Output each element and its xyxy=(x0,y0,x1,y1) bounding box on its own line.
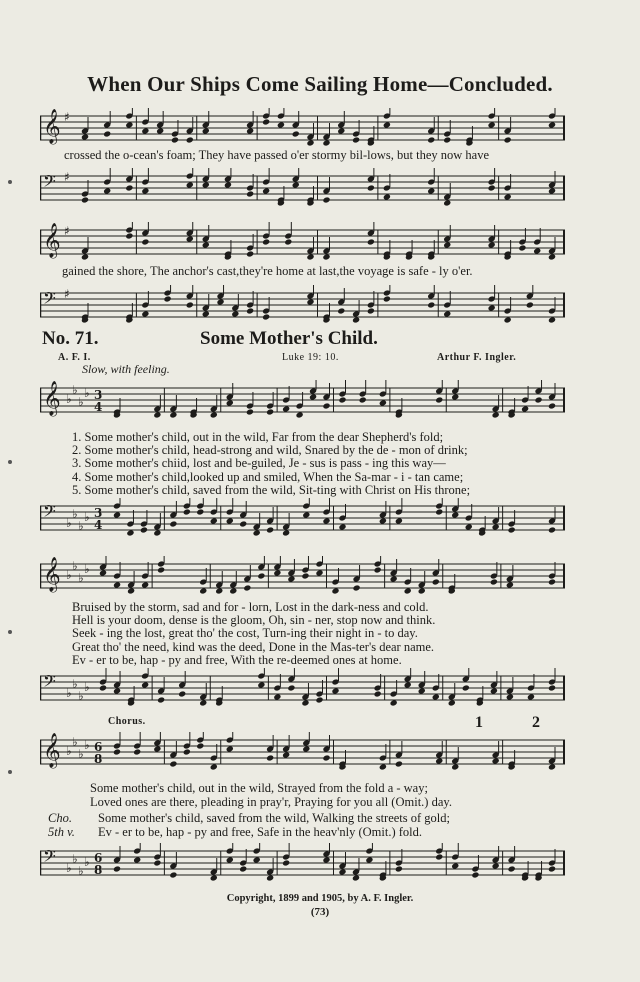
svg-text:♭: ♭ xyxy=(78,571,84,585)
svg-text:♭: ♭ xyxy=(84,510,90,524)
svg-text:♭: ♭ xyxy=(84,562,90,576)
svg-text:♭: ♭ xyxy=(78,395,84,409)
paper-speck xyxy=(8,180,12,184)
svg-text:8: 8 xyxy=(94,752,103,766)
verse-line: 4. Some mother's child,looked up and smiled, When the Sa-mar - i - tan came; xyxy=(72,469,464,484)
staff-notation xyxy=(40,843,565,883)
staff-notation xyxy=(40,498,565,538)
page-title: When Our Ships Come Sailing Home—Concluded. xyxy=(87,72,553,96)
svg-text:♯: ♯ xyxy=(64,287,70,301)
svg-text:𝄢: 𝄢 xyxy=(43,171,56,195)
verse-block xyxy=(72,430,470,496)
alt-chorus-line: Ev - er to be, hap - py and free, Safe in the heav'nly (Omit.) fold. xyxy=(98,825,423,839)
svg-text:4: 4 xyxy=(94,518,103,532)
treble-staff xyxy=(40,732,565,772)
svg-text:𝄢: 𝄢 xyxy=(43,501,56,525)
verse-line: 1. Some mother's child, out in the wild, Far from the dear Shepherd's fold; xyxy=(72,430,444,444)
verse-line: Great tho' the need, kind was the deed, Done in the Mas-ter's dear name. xyxy=(72,639,435,654)
svg-text:𝄞: 𝄞 xyxy=(43,381,61,416)
staff-notation xyxy=(40,108,565,148)
svg-text:♯: ♯ xyxy=(64,224,70,238)
scripture-reference: Luke 19: 10. xyxy=(282,352,339,363)
bass-staff xyxy=(40,498,565,538)
second-ending-number: 2 xyxy=(532,714,540,731)
treble-staff xyxy=(40,556,565,596)
verse-line: Seek - ing the lost, great tho' the cost, Turn-ing their night in - to day. xyxy=(72,626,418,641)
composer-credit: Arthur F. Ingler. xyxy=(437,352,517,363)
treble-staff xyxy=(40,108,565,148)
svg-text:♭: ♭ xyxy=(72,735,78,749)
treble-staff xyxy=(40,222,565,262)
chorus-line: Loved ones are there, pleading in pray'r, Praying for you all (Omit.) day. xyxy=(90,795,452,809)
staff-notation xyxy=(40,285,565,325)
hymn-title: Some Mother's Child. xyxy=(200,328,378,349)
svg-text:♭: ♭ xyxy=(66,744,72,758)
svg-text:♭: ♭ xyxy=(72,677,78,691)
paper-speck xyxy=(8,460,12,464)
chorus-line: Some mother's child, out in the wild, Strayed from the fold a - way; xyxy=(90,781,428,795)
svg-text:♭: ♭ xyxy=(84,386,90,400)
svg-text:8: 8 xyxy=(94,863,103,877)
svg-text:♭: ♭ xyxy=(66,568,72,582)
svg-text:♭: ♭ xyxy=(84,738,90,752)
verse-block xyxy=(72,600,435,666)
svg-text:𝄞: 𝄞 xyxy=(43,557,61,592)
staff-notation xyxy=(40,732,565,772)
hymn-number: No. 71. xyxy=(42,328,99,349)
svg-text:♭: ♭ xyxy=(66,686,72,700)
svg-text:♭: ♭ xyxy=(84,680,90,694)
bass-staff xyxy=(40,285,565,325)
author-initials: A. F. I. xyxy=(58,352,91,363)
svg-text:𝄞: 𝄞 xyxy=(43,223,61,258)
verse-line: 5. Some mother's child, saved from the wild, Sit-ting with Christ on His throne; xyxy=(72,482,471,497)
paper-speck xyxy=(8,630,12,634)
tempo-marking: Slow, with feeling. xyxy=(82,362,170,376)
svg-text:♭: ♭ xyxy=(66,392,72,406)
staff-notation xyxy=(40,168,565,208)
svg-text:♭: ♭ xyxy=(78,864,84,878)
svg-text:4: 4 xyxy=(94,400,103,414)
alt-chorus-line: Some mother's child, saved from the wild, Walking the streets of gold; xyxy=(98,811,450,825)
lyric-line: gained the shore, The anchor's cast,they're home at last,the voyage is safe - ly o'er. xyxy=(62,264,473,278)
staff-notation xyxy=(40,556,565,596)
svg-text:♭: ♭ xyxy=(78,747,84,761)
bass-staff xyxy=(40,168,565,208)
svg-text:6: 6 xyxy=(94,740,103,754)
svg-text:♭: ♭ xyxy=(78,689,84,703)
verse-line: Ev - er to be, hap - py and free, With the re-deemed ones at home. xyxy=(72,652,402,667)
svg-text:3: 3 xyxy=(94,388,103,402)
svg-text:♭: ♭ xyxy=(72,559,78,573)
paper-speck xyxy=(8,770,12,774)
copyright-notice: Copyright, 1899 and 1905, by A. F. Ingler. xyxy=(226,893,414,904)
svg-text:♭: ♭ xyxy=(72,852,78,866)
bass-staff xyxy=(40,843,565,883)
svg-text:𝄞: 𝄞 xyxy=(43,733,61,768)
alt-chorus-label: 5th v. xyxy=(48,825,75,839)
treble-staff xyxy=(40,380,565,420)
verse-line: 2. Some mother's child, head-strong and wild, Snared by the de - mon of drink; xyxy=(72,443,468,458)
lyric-line: crossed the o-cean's foam; They have passed o'er stormy bil-lows, but they now have xyxy=(64,148,489,162)
svg-text:♯: ♯ xyxy=(64,170,70,184)
chorus-label: Chorus. xyxy=(108,716,146,727)
staff-notation xyxy=(40,380,565,420)
verse-line: Hell is your doom, dense is the gloom, Oh, sin - ner, stop now and think. xyxy=(72,613,436,628)
svg-text:♯: ♯ xyxy=(64,110,70,124)
svg-text:3: 3 xyxy=(94,506,103,520)
svg-text:♭: ♭ xyxy=(78,519,84,533)
svg-text:𝄞: 𝄞 xyxy=(43,109,61,144)
verse-line: Bruised by the storm, sad and for - lorn, Lost in the dark-ness and cold. xyxy=(72,600,429,614)
verse-line: 3. Some mother's chiid, lost and be-guiled, Je - sus is pass - ing this way— xyxy=(72,456,446,471)
bass-staff xyxy=(40,668,565,708)
staff-notation xyxy=(40,222,565,262)
alt-chorus-label: Cho. xyxy=(48,811,72,825)
svg-text:𝄢: 𝄢 xyxy=(43,846,56,870)
svg-text:♭: ♭ xyxy=(66,516,72,530)
svg-text:♭: ♭ xyxy=(84,855,90,869)
svg-text:♭: ♭ xyxy=(72,507,78,521)
page-number: (73) xyxy=(310,906,330,918)
svg-text:♭: ♭ xyxy=(72,383,78,397)
svg-text:6: 6 xyxy=(94,851,103,865)
svg-text:𝄢: 𝄢 xyxy=(43,288,56,312)
first-ending-number: 1 xyxy=(475,714,483,731)
svg-text:𝄢: 𝄢 xyxy=(43,671,56,695)
svg-text:♭: ♭ xyxy=(66,861,72,875)
staff-notation xyxy=(40,668,565,708)
